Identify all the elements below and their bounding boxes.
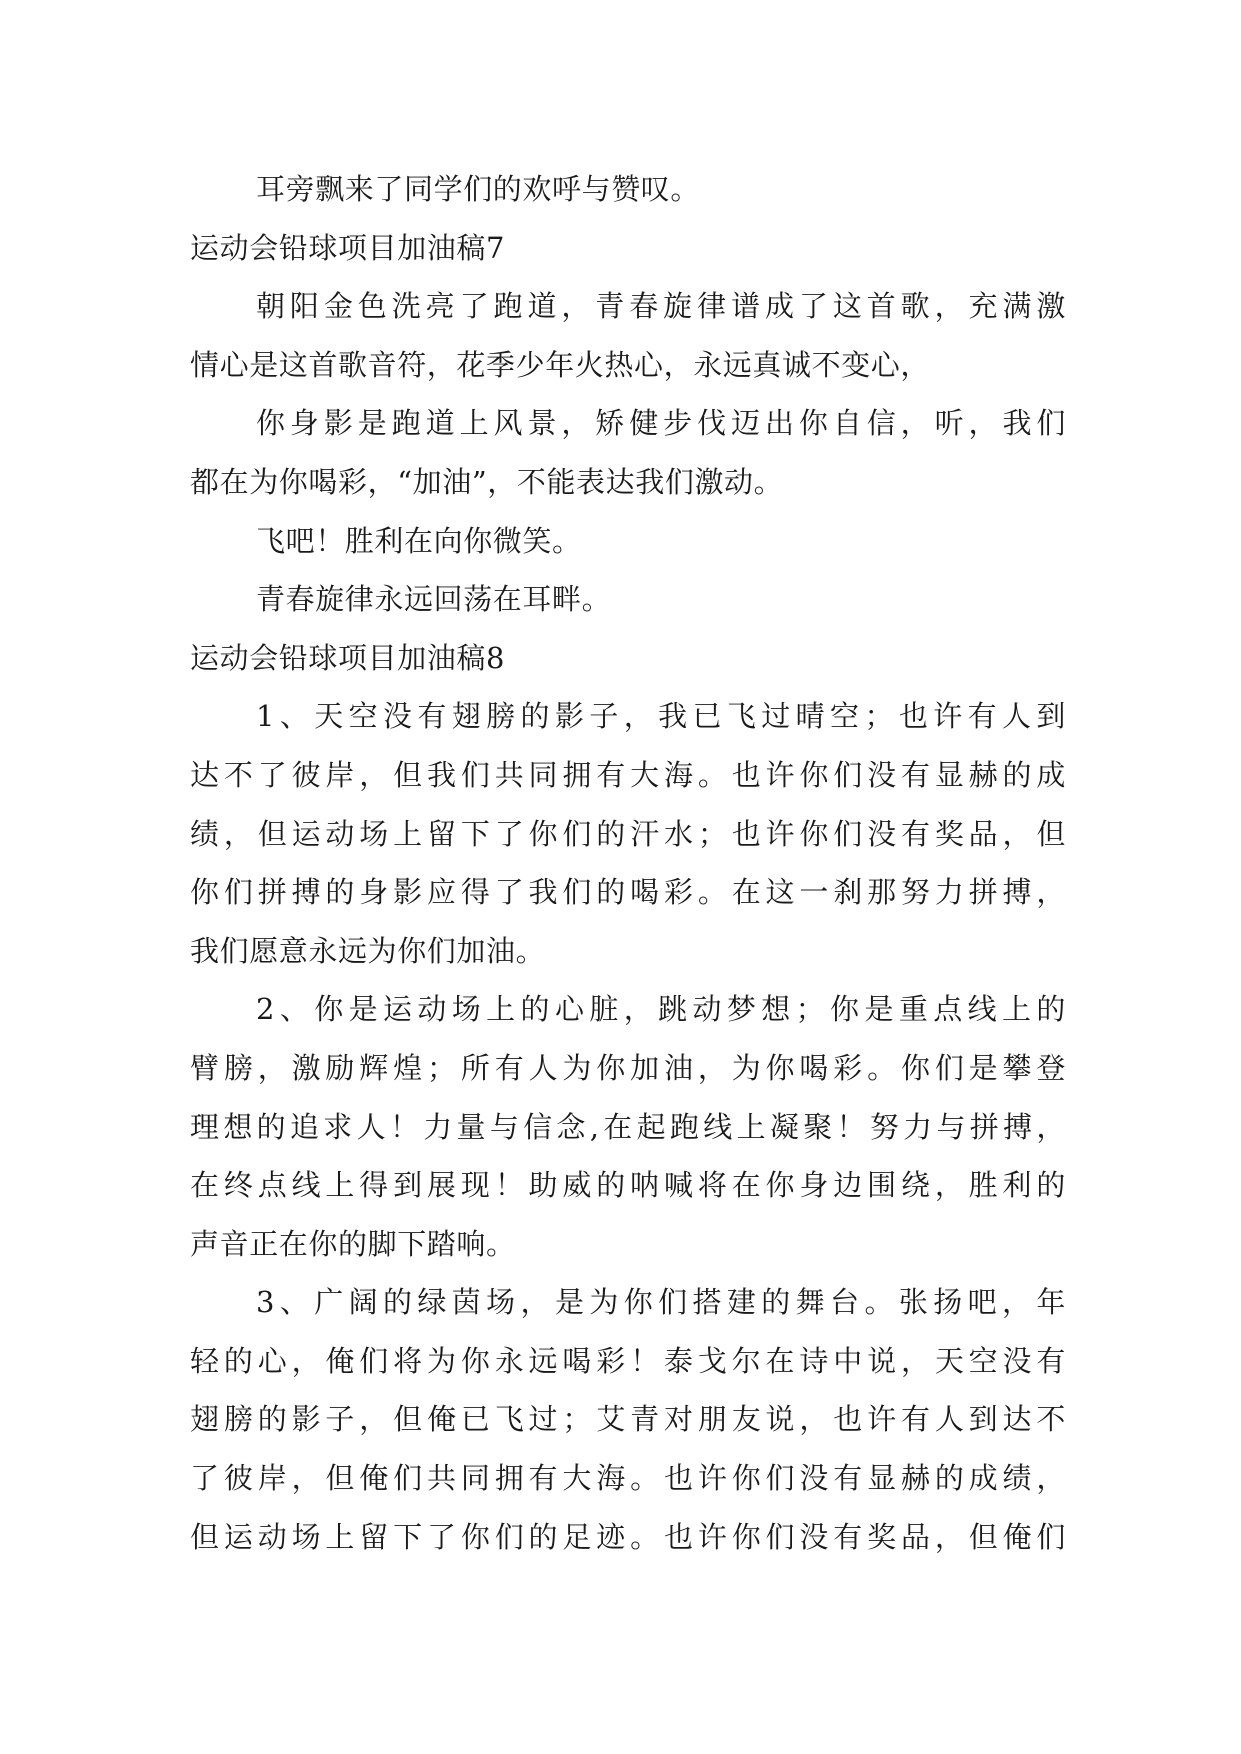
paragraph [190,570,1066,629]
text-line: 翅膀的影子，但俺已飞过；艾青对朋友说，也许有人到达不 [190,1402,1066,1437]
text-line: 都在为你喝彩，“加油”，不能表达我们激动。 [190,464,784,499]
text-line: 你身影是跑道上风景，矫健步伐迈出你自信，听，我们 [256,406,1066,441]
text-line: 了彼岸，但俺们共同拥有大海。也许你们没有显赫的成绩， [190,1461,1066,1496]
paragraph [190,687,1066,980]
text-line: 朝阳金色洗亮了跑道，青春旋律谱成了这首歌，充满激 [256,289,1066,324]
text-line: 轻的心，俺们将为你永远喝彩！泰戈尔在诗中说，天空没有 [190,1343,1066,1378]
text-line: 我们愿意永远为你们加油。 [190,933,546,968]
text-line: 情心是这首歌音符，花季少年火热心，永远真诚不变心， [190,347,931,382]
text-line: 1、天空没有翅膀的影子，我已飞过晴空；也许有人到 [256,699,1066,734]
text-line: 耳旁飘来了同学们的欢呼与赞叹。 [256,172,701,206]
text-line: 声音正在你的脚下踏响。 [190,1226,516,1261]
document-body [190,160,1066,1566]
paragraph [190,394,1066,511]
section-heading [190,629,1066,688]
text-line: 绩，但运动场上留下了你们的汗水；也许你们没有奖品，但 [190,816,1066,851]
paragraph [190,512,1066,571]
text-line: 在终点线上得到展现！助威的呐喊将在你身边围绕，胜利的 [190,1168,1066,1203]
heading-text: 运动会铅球项目加油稿7 [190,230,506,265]
text-line: 但运动场上留下了你们的足迹。也许你们没有奖品，但俺们 [190,1519,1066,1554]
section-heading [190,219,1066,278]
paragraph [190,980,1066,1273]
text-line: 3、广阔的绿茵场，是为你们搭建的舞台。张扬吧，年 [256,1285,1066,1320]
text-line: 你们拼搏的身影应得了我们的喝彩。在这一刹那努力拼搏， [190,875,1066,910]
text-line: 青春旋律永远回荡在耳畔。 [256,582,612,617]
heading-text: 运动会铅球项目加油稿8 [190,640,506,675]
paragraph [190,1273,1066,1566]
text-line: 理想的追求人！力量与信念,在起跑线上凝聚！努力与拼搏， [190,1109,1066,1144]
text-line: 2、你是运动场上的心脏，跳动梦想；你是重点线上的 [256,992,1066,1027]
text-line: 达不了彼岸，但我们共同拥有大海。也许你们没有显赫的成 [190,757,1066,792]
paragraph [190,160,1066,219]
text-line: 臂膀，激励辉煌；所有人为你加油，为你喝彩。你们是攀登 [190,1050,1066,1085]
text-line: 飞吧！胜利在向你微笑。 [256,523,582,558]
paragraph [190,277,1066,394]
